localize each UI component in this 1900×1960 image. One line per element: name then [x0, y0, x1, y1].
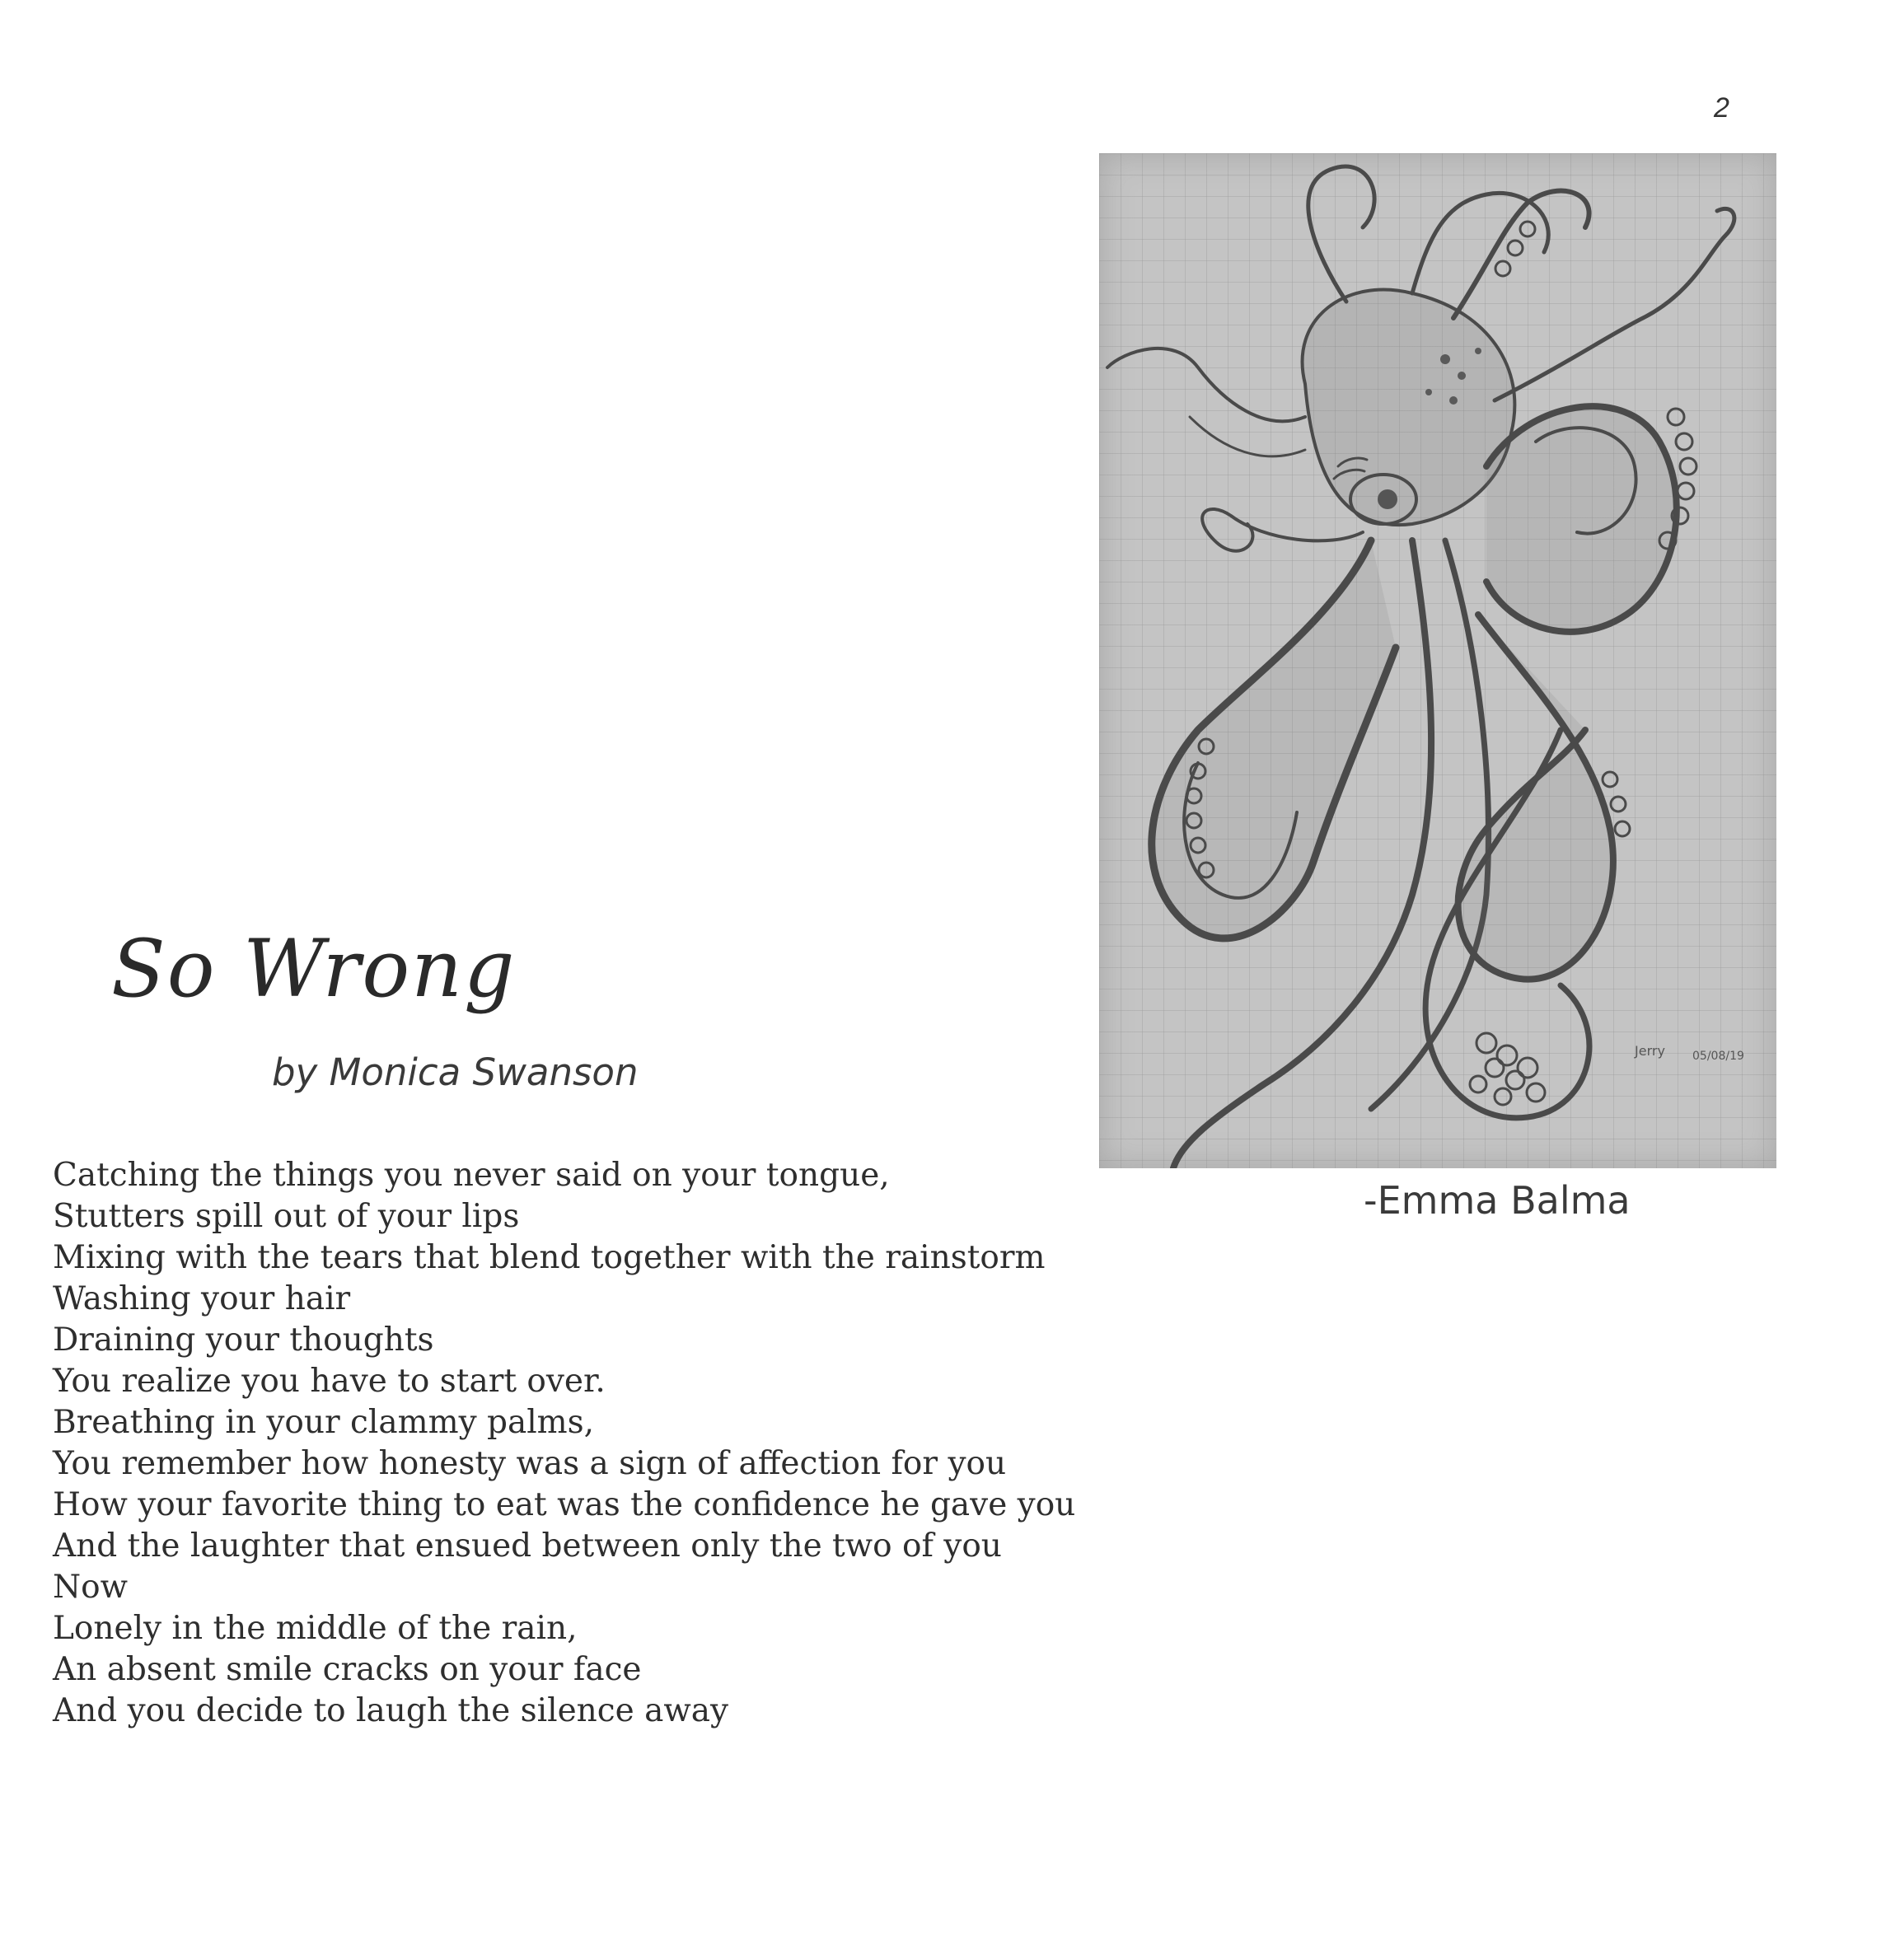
poem-line: Stutters spill out of your lips — [53, 1198, 520, 1235]
signature-text: Jerry — [1635, 1043, 1665, 1059]
poem-line: Now — [53, 1569, 128, 1606]
poem-line: Mixing with the tears that blend together with the rainstorm — [53, 1239, 1046, 1276]
artist-credit: -Emma Balma — [1364, 1178, 1631, 1223]
poem-line: Breathing in your clammy palms, — [53, 1404, 595, 1441]
poem-line: You realize you have to start over. — [53, 1363, 606, 1400]
poem-line: Draining your thoughts — [53, 1321, 434, 1359]
poem-line: How your favorite thing to eat was the confidence he gave you — [53, 1486, 1076, 1523]
octopus-drawing-icon — [1099, 153, 1776, 1168]
poem-line: And the laughter that ensued between only the two of you — [53, 1527, 1002, 1565]
signature-date-text: 05/08/19 — [1692, 1050, 1744, 1063]
poem-line: Catching the things you never said on your tongue, — [53, 1157, 890, 1194]
poem-title: So Wrong — [111, 923, 517, 1015]
poem-line: Lonely in the middle of the rain, — [53, 1610, 578, 1647]
poem-author: by Monica Swanson — [272, 1050, 639, 1094]
poem-line: You remember how honesty was a sign of affection for you — [53, 1445, 1007, 1482]
poem-line: An absent smile cracks on your face — [53, 1651, 642, 1688]
poem-body — [53, 1155, 1124, 1732]
poem-line: And you decide to laugh the silence away — [53, 1692, 729, 1729]
poem-line: Washing your hair — [53, 1280, 351, 1317]
page-number: 2 — [1714, 92, 1729, 124]
octopus-drawing-image — [1099, 153, 1776, 1168]
